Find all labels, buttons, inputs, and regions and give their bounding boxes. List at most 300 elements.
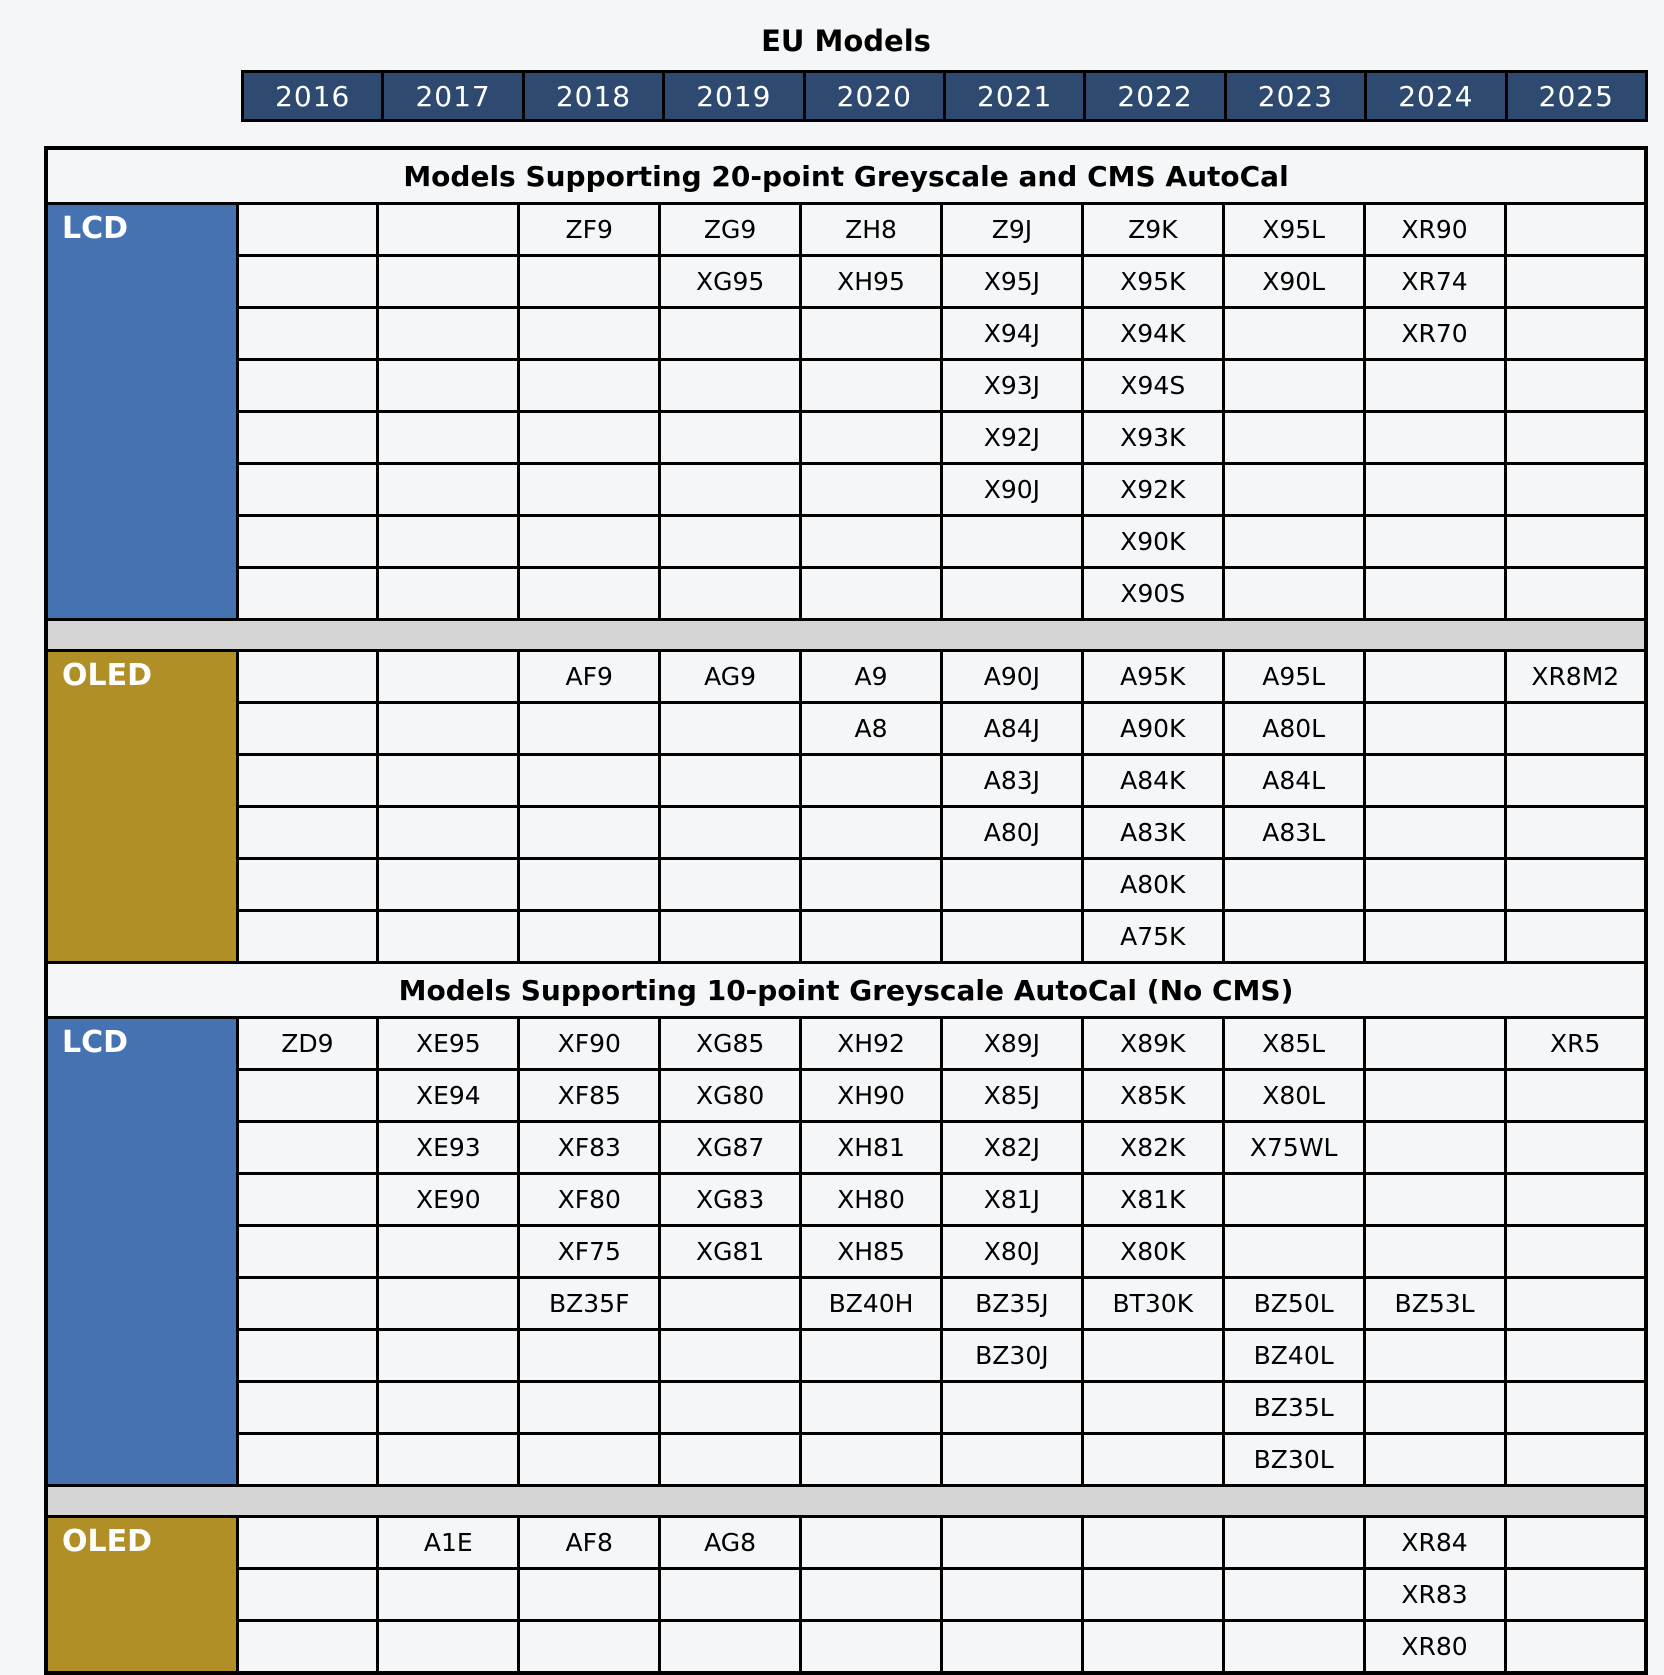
empty-cell bbox=[660, 755, 801, 807]
model-cell: X89K bbox=[1082, 1018, 1223, 1070]
model-cell: X82K bbox=[1082, 1122, 1223, 1174]
model-cell: AG8 bbox=[660, 1517, 801, 1569]
empty-cell bbox=[519, 1382, 660, 1434]
empty-cell bbox=[237, 360, 378, 412]
empty-cell bbox=[660, 412, 801, 464]
empty-cell bbox=[1364, 1382, 1505, 1434]
empty-cell bbox=[660, 568, 801, 620]
empty-cell bbox=[941, 1434, 1082, 1486]
model-cell: A84J bbox=[941, 703, 1082, 755]
model-row bbox=[46, 1070, 1646, 1122]
empty-cell bbox=[1223, 1569, 1364, 1621]
empty-cell bbox=[237, 1434, 378, 1486]
model-cell: Z9J bbox=[941, 204, 1082, 256]
empty-cell bbox=[378, 1621, 519, 1674]
model-cell: X92J bbox=[941, 412, 1082, 464]
model-row bbox=[46, 1330, 1646, 1382]
empty-cell bbox=[1223, 859, 1364, 911]
model-row bbox=[46, 1226, 1646, 1278]
empty-cell bbox=[1505, 308, 1646, 360]
empty-cell bbox=[1505, 1434, 1646, 1486]
model-cell: BZ35L bbox=[1223, 1382, 1364, 1434]
model-row bbox=[46, 1569, 1646, 1621]
model-cell: X80K bbox=[1082, 1226, 1223, 1278]
empty-cell bbox=[660, 703, 801, 755]
empty-cell bbox=[941, 516, 1082, 568]
empty-cell bbox=[378, 1226, 519, 1278]
empty-cell bbox=[519, 859, 660, 911]
separator-band bbox=[46, 1486, 1646, 1517]
empty-cell bbox=[1364, 464, 1505, 516]
empty-cell bbox=[1223, 1621, 1364, 1674]
year-header-cell: 2019 bbox=[664, 72, 804, 121]
empty-cell bbox=[237, 516, 378, 568]
model-cell: XH90 bbox=[801, 1070, 942, 1122]
empty-cell bbox=[801, 1569, 942, 1621]
empty-cell bbox=[801, 412, 942, 464]
model-cell: X81J bbox=[941, 1174, 1082, 1226]
empty-cell bbox=[1505, 1278, 1646, 1330]
empty-cell bbox=[1505, 1569, 1646, 1621]
empty-cell bbox=[519, 308, 660, 360]
model-cell: AF8 bbox=[519, 1517, 660, 1569]
model-row bbox=[46, 516, 1646, 568]
model-cell: X93K bbox=[1082, 412, 1223, 464]
empty-cell bbox=[1223, 412, 1364, 464]
empty-cell bbox=[519, 1569, 660, 1621]
empty-cell bbox=[378, 412, 519, 464]
model-cell: X80L bbox=[1223, 1070, 1364, 1122]
model-cell: X93J bbox=[941, 360, 1082, 412]
model-cell: AG9 bbox=[660, 651, 801, 703]
empty-cell bbox=[237, 464, 378, 516]
empty-cell bbox=[660, 859, 801, 911]
empty-cell bbox=[660, 308, 801, 360]
empty-cell bbox=[1223, 1226, 1364, 1278]
model-cell: A80J bbox=[941, 807, 1082, 859]
section-header-row bbox=[46, 148, 1646, 204]
empty-cell bbox=[801, 1382, 942, 1434]
model-cell: XE94 bbox=[378, 1070, 519, 1122]
model-cell: X90S bbox=[1082, 568, 1223, 620]
empty-cell bbox=[237, 807, 378, 859]
empty-cell bbox=[660, 1382, 801, 1434]
model-cell: BZ40H bbox=[801, 1278, 942, 1330]
model-cell: A83K bbox=[1082, 807, 1223, 859]
empty-cell bbox=[519, 412, 660, 464]
model-cell: XR83 bbox=[1364, 1569, 1505, 1621]
model-row bbox=[46, 464, 1646, 516]
model-row bbox=[46, 308, 1646, 360]
model-row bbox=[46, 1174, 1646, 1226]
empty-cell bbox=[237, 1330, 378, 1382]
model-cell: X81K bbox=[1082, 1174, 1223, 1226]
model-cell: ZD9 bbox=[237, 1018, 378, 1070]
empty-cell bbox=[1505, 412, 1646, 464]
empty-cell bbox=[378, 308, 519, 360]
empty-cell bbox=[378, 360, 519, 412]
empty-cell bbox=[1364, 516, 1505, 568]
empty-cell bbox=[941, 859, 1082, 911]
empty-cell bbox=[1505, 1174, 1646, 1226]
empty-cell bbox=[1223, 360, 1364, 412]
empty-cell bbox=[1223, 568, 1364, 620]
model-cell: BZ35F bbox=[519, 1278, 660, 1330]
empty-cell bbox=[1505, 1382, 1646, 1434]
empty-cell bbox=[519, 807, 660, 859]
model-cell: A80L bbox=[1223, 703, 1364, 755]
empty-cell bbox=[801, 1517, 942, 1569]
empty-cell bbox=[378, 464, 519, 516]
empty-cell bbox=[378, 1382, 519, 1434]
empty-cell bbox=[801, 308, 942, 360]
model-cell: A80K bbox=[1082, 859, 1223, 911]
empty-cell bbox=[1505, 911, 1646, 963]
empty-cell bbox=[237, 308, 378, 360]
empty-cell bbox=[237, 1382, 378, 1434]
model-cell: BZ30J bbox=[941, 1330, 1082, 1382]
empty-cell bbox=[519, 516, 660, 568]
model-row bbox=[46, 703, 1646, 755]
empty-cell bbox=[1364, 911, 1505, 963]
model-cell: X85L bbox=[1223, 1018, 1364, 1070]
empty-cell bbox=[237, 1174, 378, 1226]
model-row bbox=[46, 1122, 1646, 1174]
year-header-cell: 2017 bbox=[383, 72, 523, 121]
year-header-cell: 2018 bbox=[523, 72, 663, 121]
model-row bbox=[46, 360, 1646, 412]
empty-cell bbox=[519, 1434, 660, 1486]
model-cell: X80J bbox=[941, 1226, 1082, 1278]
panel-type-label-lcd: LCD bbox=[46, 1018, 237, 1486]
year-header-cell: 2022 bbox=[1085, 72, 1225, 121]
model-cell: A84L bbox=[1223, 755, 1364, 807]
model-cell: XG85 bbox=[660, 1018, 801, 1070]
empty-cell bbox=[1082, 1517, 1223, 1569]
empty-cell bbox=[1505, 204, 1646, 256]
empty-cell bbox=[1082, 1330, 1223, 1382]
empty-cell bbox=[660, 807, 801, 859]
empty-cell bbox=[941, 911, 1082, 963]
empty-cell bbox=[660, 911, 801, 963]
empty-cell bbox=[1364, 1330, 1505, 1382]
empty-cell bbox=[1364, 1070, 1505, 1122]
empty-cell bbox=[1505, 1070, 1646, 1122]
empty-cell bbox=[1223, 464, 1364, 516]
model-cell: XF83 bbox=[519, 1122, 660, 1174]
model-cell: X85J bbox=[941, 1070, 1082, 1122]
model-cell: XG95 bbox=[660, 256, 801, 308]
model-row bbox=[46, 651, 1646, 703]
model-row bbox=[46, 911, 1646, 963]
empty-cell bbox=[1505, 1330, 1646, 1382]
empty-cell bbox=[941, 568, 1082, 620]
model-cell: A84K bbox=[1082, 755, 1223, 807]
model-cell: X94S bbox=[1082, 360, 1223, 412]
empty-cell bbox=[1082, 1621, 1223, 1674]
empty-cell bbox=[660, 1569, 801, 1621]
empty-cell bbox=[801, 1330, 942, 1382]
panel-type-label-lcd: LCD bbox=[46, 204, 237, 620]
empty-cell bbox=[1364, 1226, 1505, 1278]
empty-cell bbox=[237, 204, 378, 256]
model-cell: A75K bbox=[1082, 911, 1223, 963]
model-cell: XF80 bbox=[519, 1174, 660, 1226]
model-row bbox=[46, 1434, 1646, 1486]
model-cell: XF75 bbox=[519, 1226, 660, 1278]
model-cell: XR5 bbox=[1505, 1018, 1646, 1070]
empty-cell bbox=[378, 807, 519, 859]
empty-cell bbox=[237, 859, 378, 911]
empty-cell bbox=[941, 1569, 1082, 1621]
panel-type-label-oled: OLED bbox=[46, 1517, 237, 1674]
empty-cell bbox=[378, 1434, 519, 1486]
empty-cell bbox=[237, 412, 378, 464]
empty-cell bbox=[378, 1330, 519, 1382]
model-row bbox=[46, 1382, 1646, 1434]
empty-cell bbox=[237, 1517, 378, 1569]
empty-cell bbox=[519, 1330, 660, 1382]
empty-cell bbox=[1364, 1434, 1505, 1486]
model-cell: XR90 bbox=[1364, 204, 1505, 256]
model-cell: BZ40L bbox=[1223, 1330, 1364, 1382]
model-row bbox=[46, 1278, 1646, 1330]
empty-cell bbox=[1505, 1517, 1646, 1569]
model-cell: X89J bbox=[941, 1018, 1082, 1070]
empty-cell bbox=[801, 1621, 942, 1674]
empty-cell bbox=[1505, 1621, 1646, 1674]
empty-cell bbox=[519, 464, 660, 516]
empty-cell bbox=[519, 360, 660, 412]
empty-cell bbox=[378, 703, 519, 755]
empty-cell bbox=[378, 755, 519, 807]
model-cell: X92K bbox=[1082, 464, 1223, 516]
year-header-cell: 2024 bbox=[1366, 72, 1506, 121]
empty-cell bbox=[378, 256, 519, 308]
empty-cell bbox=[519, 703, 660, 755]
model-cell: A95L bbox=[1223, 651, 1364, 703]
empty-cell bbox=[378, 1278, 519, 1330]
empty-cell bbox=[801, 464, 942, 516]
empty-cell bbox=[1223, 308, 1364, 360]
empty-cell bbox=[660, 1434, 801, 1486]
empty-cell bbox=[1364, 859, 1505, 911]
empty-cell bbox=[1223, 911, 1364, 963]
model-row bbox=[46, 859, 1646, 911]
empty-cell bbox=[660, 1278, 801, 1330]
model-cell: X90K bbox=[1082, 516, 1223, 568]
model-cell: XR80 bbox=[1364, 1621, 1505, 1674]
model-cell: X75WL bbox=[1223, 1122, 1364, 1174]
model-row bbox=[46, 755, 1646, 807]
empty-cell bbox=[1082, 1569, 1223, 1621]
empty-cell bbox=[801, 516, 942, 568]
model-cell: ZH8 bbox=[801, 204, 942, 256]
model-cell: XG80 bbox=[660, 1070, 801, 1122]
empty-cell bbox=[378, 1569, 519, 1621]
empty-cell bbox=[801, 755, 942, 807]
empty-cell bbox=[660, 464, 801, 516]
model-cell: X95L bbox=[1223, 204, 1364, 256]
year-header-cell: 2023 bbox=[1225, 72, 1365, 121]
empty-cell bbox=[801, 911, 942, 963]
model-cell: XE93 bbox=[378, 1122, 519, 1174]
empty-cell bbox=[1364, 1018, 1505, 1070]
empty-cell bbox=[1364, 1122, 1505, 1174]
model-row bbox=[46, 807, 1646, 859]
empty-cell bbox=[519, 568, 660, 620]
model-cell: XG87 bbox=[660, 1122, 801, 1174]
empty-cell bbox=[1082, 1382, 1223, 1434]
empty-cell bbox=[1364, 703, 1505, 755]
model-cell: ZG9 bbox=[660, 204, 801, 256]
empty-cell bbox=[1505, 516, 1646, 568]
model-cell: XE90 bbox=[378, 1174, 519, 1226]
empty-cell bbox=[378, 204, 519, 256]
model-cell: A9 bbox=[801, 651, 942, 703]
empty-cell bbox=[1505, 360, 1646, 412]
model-cell: Z9K bbox=[1082, 204, 1223, 256]
year-header-cell: 2025 bbox=[1506, 72, 1646, 121]
model-cell: A83L bbox=[1223, 807, 1364, 859]
model-cell: BZ35J bbox=[941, 1278, 1082, 1330]
empty-cell bbox=[1364, 755, 1505, 807]
year-header-cell: 2020 bbox=[804, 72, 944, 121]
empty-cell bbox=[1505, 859, 1646, 911]
empty-cell bbox=[660, 1621, 801, 1674]
empty-cell bbox=[1223, 1517, 1364, 1569]
empty-cell bbox=[801, 1434, 942, 1486]
empty-cell bbox=[1364, 360, 1505, 412]
model-row bbox=[46, 1621, 1646, 1674]
empty-cell bbox=[1223, 1174, 1364, 1226]
model-row bbox=[46, 1018, 1646, 1070]
model-cell: BZ30L bbox=[1223, 1434, 1364, 1486]
model-row bbox=[46, 204, 1646, 256]
empty-cell bbox=[801, 859, 942, 911]
separator-band bbox=[46, 620, 1646, 651]
model-cell: X85K bbox=[1082, 1070, 1223, 1122]
model-cell: XG83 bbox=[660, 1174, 801, 1226]
empty-cell bbox=[1364, 412, 1505, 464]
model-cell: XR74 bbox=[1364, 256, 1505, 308]
model-cell: X90L bbox=[1223, 256, 1364, 308]
model-cell: BZ53L bbox=[1364, 1278, 1505, 1330]
empty-cell bbox=[519, 1621, 660, 1674]
model-cell: A90J bbox=[941, 651, 1082, 703]
model-cell: X95J bbox=[941, 256, 1082, 308]
empty-cell bbox=[1505, 703, 1646, 755]
empty-cell bbox=[1505, 256, 1646, 308]
model-cell: XH92 bbox=[801, 1018, 942, 1070]
year-header-strip bbox=[241, 70, 1648, 122]
model-cell: XH80 bbox=[801, 1174, 942, 1226]
empty-cell bbox=[1082, 1434, 1223, 1486]
model-cell: X82J bbox=[941, 1122, 1082, 1174]
model-row bbox=[46, 412, 1646, 464]
empty-cell bbox=[1364, 651, 1505, 703]
panel-type-label-oled: OLED bbox=[46, 651, 237, 963]
model-row bbox=[46, 256, 1646, 308]
empty-cell bbox=[1223, 516, 1364, 568]
model-cell: XF85 bbox=[519, 1070, 660, 1122]
empty-cell bbox=[378, 568, 519, 620]
models-table bbox=[44, 146, 1648, 1675]
empty-cell bbox=[941, 1621, 1082, 1674]
empty-cell bbox=[237, 755, 378, 807]
model-cell: XH85 bbox=[801, 1226, 942, 1278]
empty-cell bbox=[801, 807, 942, 859]
empty-cell bbox=[801, 568, 942, 620]
model-cell: XH81 bbox=[801, 1122, 942, 1174]
empty-cell bbox=[237, 1621, 378, 1674]
page-title: EU Models bbox=[761, 24, 931, 58]
empty-cell bbox=[1364, 807, 1505, 859]
model-cell: XF90 bbox=[519, 1018, 660, 1070]
empty-cell bbox=[1505, 1122, 1646, 1174]
empty-cell bbox=[941, 1517, 1082, 1569]
separator-row bbox=[46, 1486, 1646, 1517]
separator-row bbox=[46, 620, 1646, 651]
empty-cell bbox=[660, 360, 801, 412]
empty-cell bbox=[1364, 568, 1505, 620]
empty-cell bbox=[237, 1122, 378, 1174]
model-cell: X94J bbox=[941, 308, 1082, 360]
empty-cell bbox=[237, 703, 378, 755]
empty-cell bbox=[519, 256, 660, 308]
grid-body bbox=[46, 148, 1646, 1673]
empty-cell bbox=[1505, 807, 1646, 859]
model-cell: A1E bbox=[378, 1517, 519, 1569]
year-header-cell: 2021 bbox=[944, 72, 1084, 121]
empty-cell bbox=[378, 859, 519, 911]
empty-cell bbox=[237, 1070, 378, 1122]
model-cell: BZ50L bbox=[1223, 1278, 1364, 1330]
section-header: Models Supporting 10-point Greyscale AutoCal (No CMS) bbox=[46, 963, 1646, 1018]
empty-cell bbox=[1505, 755, 1646, 807]
model-cell: ZF9 bbox=[519, 204, 660, 256]
model-cell: A8 bbox=[801, 703, 942, 755]
model-cell: XR70 bbox=[1364, 308, 1505, 360]
empty-cell bbox=[378, 911, 519, 963]
model-cell: BT30K bbox=[1082, 1278, 1223, 1330]
empty-cell bbox=[1505, 464, 1646, 516]
empty-cell bbox=[237, 1278, 378, 1330]
empty-cell bbox=[378, 651, 519, 703]
model-cell: XG81 bbox=[660, 1226, 801, 1278]
empty-cell bbox=[1505, 1226, 1646, 1278]
empty-cell bbox=[660, 1330, 801, 1382]
empty-cell bbox=[660, 516, 801, 568]
empty-cell bbox=[519, 911, 660, 963]
empty-cell bbox=[1505, 568, 1646, 620]
model-row bbox=[46, 568, 1646, 620]
model-cell: A95K bbox=[1082, 651, 1223, 703]
section-header-row bbox=[46, 963, 1646, 1018]
empty-cell bbox=[237, 1569, 378, 1621]
empty-cell bbox=[1364, 1174, 1505, 1226]
empty-cell bbox=[801, 360, 942, 412]
model-cell: X95K bbox=[1082, 256, 1223, 308]
model-cell: XR8M2 bbox=[1505, 651, 1646, 703]
model-cell: XR84 bbox=[1364, 1517, 1505, 1569]
empty-cell bbox=[237, 1226, 378, 1278]
empty-cell bbox=[237, 911, 378, 963]
empty-cell bbox=[237, 256, 378, 308]
year-header-row bbox=[243, 72, 1647, 121]
model-cell: AF9 bbox=[519, 651, 660, 703]
empty-cell bbox=[519, 755, 660, 807]
